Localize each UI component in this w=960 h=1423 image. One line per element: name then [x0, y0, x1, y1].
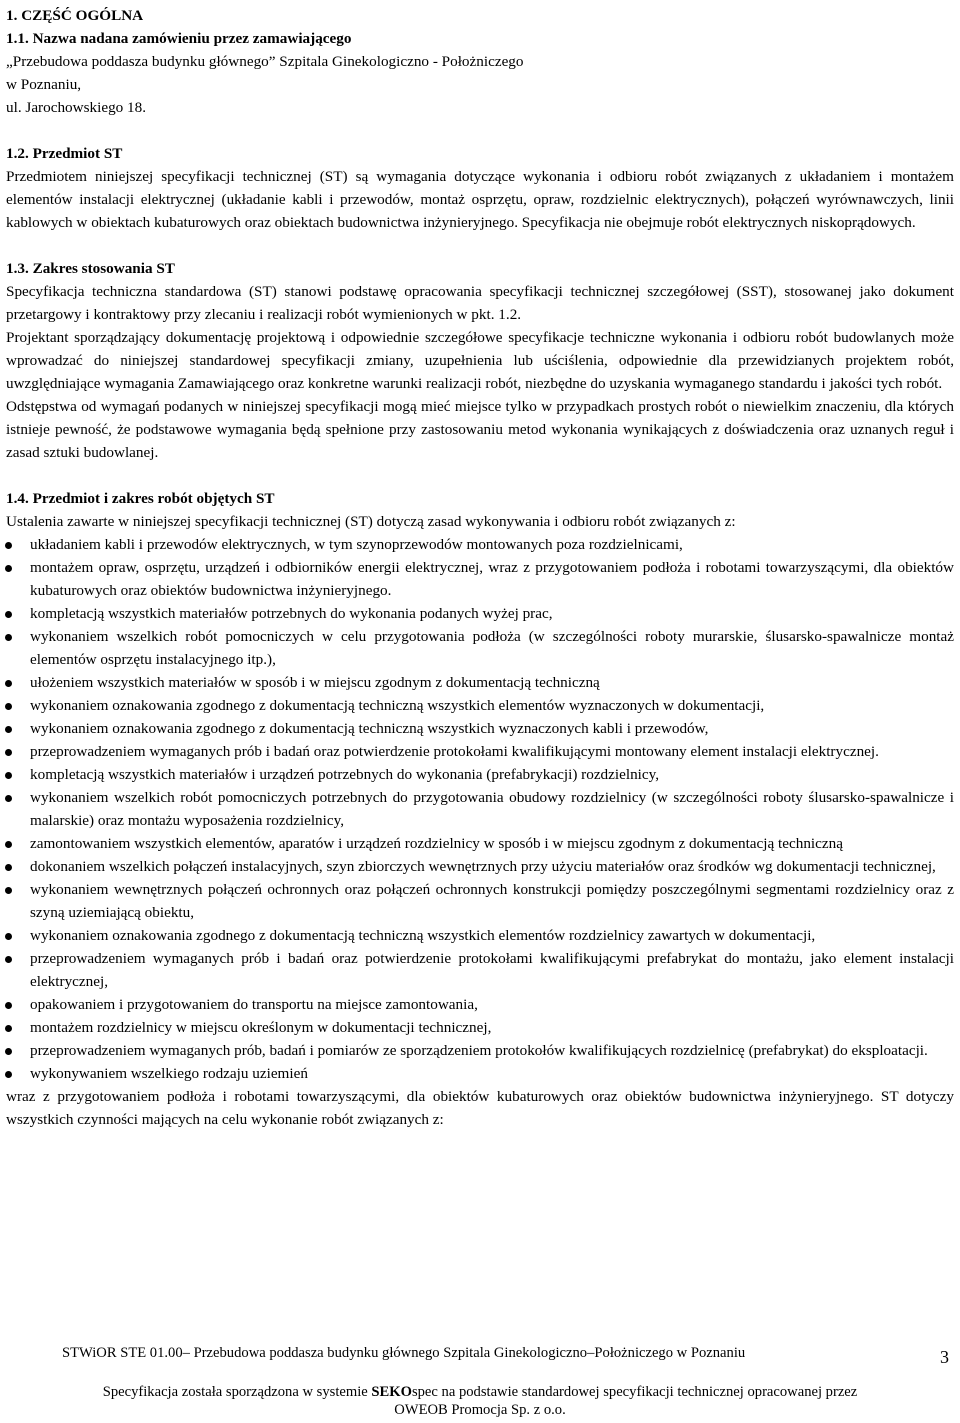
scope-bullet-list	[6, 533, 954, 1085]
footer-note-text: spec na podstawie standardowej specyfikacji technicznej opracowanej przez	[411, 1384, 858, 1400]
scope-list-item-text: przeprowadzeniem wymaganych prób, badań i pomiarów ze sporządzeniem protokołów kwalifikujących rozdzielnicę (prefabrykat) do eksploatacji.	[30, 1042, 928, 1059]
scope-list-item	[6, 1062, 954, 1085]
scope-list-item-text: montażem opraw, osprzętu, urządzeń i odbiorników energii elektrycznej, wraz z przygotowaniem podłoża i robotami towarzyszącymi, dla obiektów kubaturowych oraz obiektów budownictwa inżynieryjnego.	[30, 559, 954, 599]
section-1-4-title: 1.4. Przedmiot i zakres robót objętych ST	[6, 490, 275, 507]
bullet-icon	[5, 703, 12, 710]
scope-list-item	[6, 878, 954, 924]
bullet-icon	[5, 956, 12, 963]
scope-list-item	[6, 786, 954, 832]
bullet-icon	[5, 726, 12, 733]
scope-list-item-text: dokonaniem wszelkich połączeń instalacyjnych, szyn zbiorczych wewnętrznych przy użyciu materiałów oraz środków wg dokumentacji technicznej,	[30, 858, 936, 875]
footer-generator-note	[0, 1383, 960, 1419]
bullet-icon	[5, 680, 12, 687]
scope-list-item-text: zamontowaniem wszystkich elementów, aparatów i urządzeń rozdzielnicy w sposób i w miejscu zgodnym z dokumentacją techniczną	[30, 835, 843, 852]
bullet-icon	[5, 841, 12, 848]
scope-list-item-text: wykonaniem oznakowania zgodnego z dokumentacją techniczną wszystkich elementów rozdzielnicy zawartych w dokumentacji,	[30, 927, 816, 944]
scope-list-item-text: kompletacją wszystkich materiałów i urządzeń potrzebnych do wykonania (prefabrykacji) rozdzielnicy,	[30, 766, 660, 783]
scope-list-item	[6, 740, 954, 763]
section-1-4-intro: Ustalenia zawarte w niniejszej specyfikacji technicznej (ST) dotyczą zasad wykonywania i odbioru robót związanych z:	[6, 513, 736, 530]
footer-note-company: OWEOB Promocja Sp. z o.o.	[394, 1402, 566, 1418]
section-1-3-paragraph: Projektant sporządzający dokumentację projektową i odpowiednie szczegółowe specyfikacje techniczne wykonania i odbioru robót budowlanych może wprowadzać do niniejszej standardowej specyfikacji zmiany, uzupełnienia lub uściślenia, odpowiednie dla przewidzianych projektem robót, uwzględniające wymagania Zamawiającego oraz konkretne warunki realizacji robót, niezbędne do uzyskania wymaganego standardu i jakości tych robót.	[6, 329, 954, 392]
scope-list-item-text: przeprowadzeniem wymaganych prób i badań oraz potwierdzenie protokołami kwalifikującymi prefabrykat do montażu, jako element instalacji elektrycznej,	[30, 950, 954, 990]
scope-list-item	[6, 947, 954, 993]
section-1-3-title: 1.3. Zakres stosowania ST	[6, 260, 175, 277]
scope-list-item-text: montażem rozdzielnicy w miejscu określonym w dokumentacji technicznej,	[30, 1019, 492, 1036]
scope-list-item-text: wykonaniem wszelkich robót pomocniczych w celu przygotowania podłoża (w szczególności roboty murarskie, ślusarsko-spawalnicze montaż elementów osprzętu instalacyjnego itp.),	[30, 628, 954, 668]
scope-list-item	[6, 694, 954, 717]
scope-list-item-text: wykonaniem wewnętrznych połączeń ochronnych oraz połączeń ochronnych konstrukcji pomiędzy poszczególnymi segmentami rozdzielnicy oraz z szyną uziemiającą obiektu,	[30, 881, 954, 921]
scope-list-item-text: wykonaniem oznakowania zgodnego z dokumentacją techniczną wszystkich elementów wyznaczonych w dokumentacji,	[30, 697, 765, 714]
bullet-icon	[5, 1002, 12, 1009]
section-1-1-line: „Przebudowa poddasza budynku głównego” Szpitala Ginekologiczno - Położniczego	[6, 53, 524, 70]
scope-list-item-text: opakowaniem i przygotowaniem do transportu na miejsce zamontowania,	[30, 996, 478, 1013]
section-1-2-title: 1.2. Przedmiot ST	[6, 145, 123, 162]
scope-list-item	[6, 533, 954, 556]
scope-list-item	[6, 1039, 954, 1062]
bullet-icon	[5, 634, 12, 641]
scope-list-item	[6, 832, 954, 855]
bullet-icon	[5, 611, 12, 618]
scope-list-item-text: wykonaniem oznakowania zgodnego z dokumentacją techniczną wszystkich wyznaczonych kabli i przewodów,	[30, 720, 709, 737]
bullet-icon	[5, 1025, 12, 1032]
section-1-1-line: ul. Jarochowskiego 18.	[6, 99, 147, 116]
scope-list-item	[6, 625, 954, 671]
bullet-icon	[5, 864, 12, 871]
scope-list-item-text: wykonaniem wszelkich robót pomocniczych potrzebnych do przygotowania obudowy rozdzielnicy (w szczególności roboty ślusarsko-spawalnicze i malarskie) oraz montażu wyposażenia rozdzielnicy,	[30, 789, 954, 829]
bullet-icon	[5, 1048, 12, 1055]
scope-list-item	[6, 556, 954, 602]
bullet-icon	[5, 772, 12, 779]
section-1-1-title: 1.1. Nazwa nadana zamówieniu przez zamawiającego	[6, 30, 352, 47]
section-1-title: 1. CZĘŚĆ OGÓLNA	[6, 7, 144, 24]
bullet-icon	[5, 1071, 12, 1078]
bullet-icon	[5, 749, 12, 756]
footer-document-title: STWiOR STE 01.00– Przebudowa poddasza budynku głównego Szpitala Ginekologiczno–Położniczego w Poznaniu	[62, 1345, 746, 1361]
section-1-3-paragraph: Odstępstwa od wymagań podanych w niniejszej specyfikacji mogą mieć miejsce tylko w przypadkach prostych robót o niewielkim znaczeniu, dla których istnieje pewność, że podstawowe wymagania będą spełnione przy zastosowaniu metod wykonania wynikających z doświadczenia oraz uznanych reguł i zasad sztuki budowlanej.	[6, 398, 954, 461]
scope-list-item	[6, 717, 954, 740]
document-page	[6, 4, 954, 1131]
bullet-icon	[5, 565, 12, 572]
section-1-1-line: w Poznaniu,	[6, 76, 82, 93]
footer-note-brand: SEKO	[371, 1384, 412, 1400]
scope-list-item-text: wykonywaniem wszelkiego rodzaju uziemień	[30, 1065, 308, 1082]
scope-list-item-text: przeprowadzeniem wymaganych prób i badań oraz potwierdzenie protokołami kwalifikującymi montowany element instalacji elektrycznej.	[30, 743, 879, 760]
scope-list-item-text: ułożeniem wszystkich materiałów w sposób i w miejscu zgodnym z dokumentacją techniczną	[30, 674, 600, 691]
bullet-icon	[5, 933, 12, 940]
scope-list-item-text: układaniem kabli i przewodów elektrycznych, w tym szynoprzewodów montowanych poza rozdzielnicami,	[30, 536, 683, 553]
bullet-icon	[5, 795, 12, 802]
scope-list-item-text: kompletacją wszystkich materiałów potrzebnych do wykonania podanych wyżej prac,	[30, 605, 553, 622]
scope-list-item	[6, 602, 954, 625]
bullet-icon	[5, 887, 12, 894]
scope-list-item	[6, 993, 954, 1016]
scope-list-item	[6, 671, 954, 694]
scope-list-item	[6, 763, 954, 786]
page-number: 3	[940, 1347, 949, 1367]
footer-note-text: Specyfikacja została sporządzona w systemie	[102, 1384, 372, 1400]
section-1-3-paragraph: Specyfikacja techniczna standardowa (ST) stanowi podstawę opracowania specyfikacji technicznej szczegółowej (SST), stosowanej jako dokument przetargowy i kontraktowy przy zlecaniu i realizacji robót wymienionych w pkt. 1.2.	[6, 283, 954, 323]
scope-list-item	[6, 1016, 954, 1039]
scope-list-item	[6, 924, 954, 947]
section-1-4-after: wraz z przygotowaniem podłoża i robotami towarzyszącymi, dla obiektów kubaturowych oraz obiektów budownictwa inżynieryjnego. ST dotyczy wszystkich czynności mających na celu wykonanie robót związanych z:	[6, 1088, 954, 1128]
scope-list-item	[6, 855, 954, 878]
bullet-icon	[5, 542, 12, 549]
section-1-2-text: Przedmiotem niniejszej specyfikacji technicznej (ST) są wymagania dotyczące wykonania i odbioru robót związanych z układaniem i montażem elementów instalacji elektrycznej (układanie kabli i przewodów, montaż osprzętu, opraw, rozdzielnic elektrycznych), połączeń wyrównawczych, linii kablowych w obiektach kubaturowych oraz obiektach budownictwa inżynieryjnego. Specyfikacja nie obejmuje robót elektrycznych niskoprądowych.	[6, 168, 954, 231]
